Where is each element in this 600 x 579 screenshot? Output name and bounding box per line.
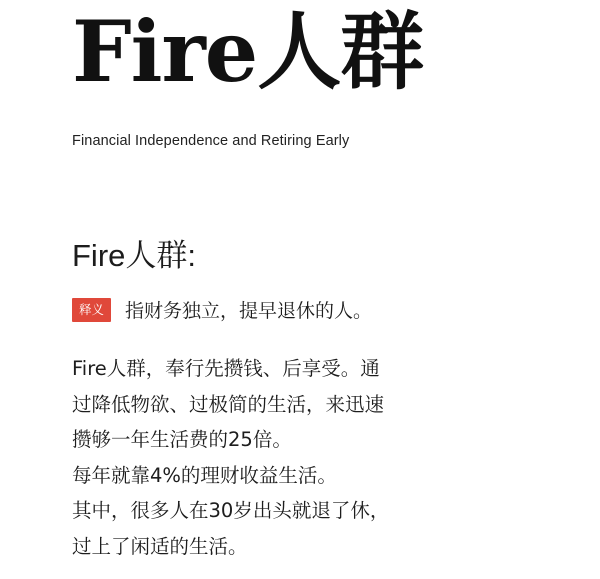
definition-row [72,296,372,323]
definition-text: 指财务独立，提早退休的人。 [125,300,373,322]
body-line: 过上了闲适的生活。 [72,534,248,558]
body-paragraph [72,351,492,564]
page-title: Fire人群 [72,2,424,101]
body-line: 其中，很多人在30岁出头就退了休， [72,499,390,522]
page-subtitle: Financial Independence and Retiring Early [72,133,350,149]
body-line: Fire人群，奉行先攒钱、后享受。通 [72,357,380,380]
section-heading: Fire人群: [72,238,196,273]
body-line: 攒够一年生活费的25倍。 [72,428,292,451]
body-line: 每年就靠4%的理财收益生活。 [72,463,337,487]
definition-badge: 释义 [72,298,111,322]
body-line: 过降低物欲、过极简的生活，来迅速 [72,392,385,416]
